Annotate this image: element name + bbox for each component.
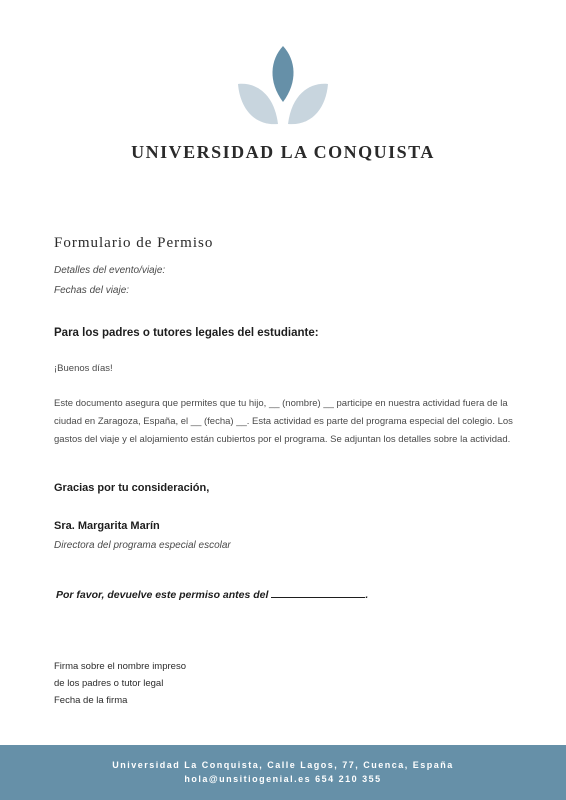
- trip-dates-label: Fechas del viaje:: [54, 285, 130, 296]
- right-petal: [288, 84, 328, 124]
- signer-name: Sra. Margarita Marín: [54, 520, 160, 532]
- return-date-blank: [271, 587, 365, 598]
- form-title: Formulario de Permiso: [54, 235, 214, 251]
- signature-line-1: Firma sobre el nombre impreso: [54, 661, 186, 672]
- return-notice-text: Por favor, devuelve este permiso antes del: [56, 589, 269, 601]
- signature-date-line: Fecha de la firma: [54, 695, 128, 706]
- letter-heading: Para los padres o tutores legales del estudiante:: [54, 327, 319, 339]
- greeting: ¡Buenos días!: [54, 363, 113, 374]
- return-notice: [56, 587, 368, 601]
- footer-address: Universidad La Conquista, Calle Lagos, 77, Cuenca, España: [112, 760, 454, 770]
- thanks-line: Gracias por tu consideración,: [54, 482, 210, 494]
- leaf-logo-icon: [236, 44, 330, 128]
- footer-contact: hola@unsitiogenial.es 654 210 355: [184, 774, 382, 784]
- event-details-label: Detalles del evento/viaje:: [54, 265, 166, 276]
- letter-body: Este documento asegura que permites que tu hijo, __ (nombre) __ participe en nuestra actividad fuera de la ciudad en Zaragoza, España, el __ (fecha) __. Esta actividad es parte del programa especial del colegio. Los gastos del viaje y el alojamiento están cubiertos por el programa. Se adjuntan los detalles sobre la actividad.: [54, 398, 513, 445]
- footer-bar: [0, 745, 566, 800]
- signature-line-2: de los padres o tutor legal: [54, 678, 164, 689]
- return-notice-end: .: [365, 589, 369, 601]
- signer-role: Directora del programa especial escolar: [54, 540, 231, 551]
- left-petal: [238, 84, 278, 124]
- university-name: UNIVERSIDAD LA CONQUISTA: [131, 142, 435, 162]
- center-petal: [272, 46, 293, 102]
